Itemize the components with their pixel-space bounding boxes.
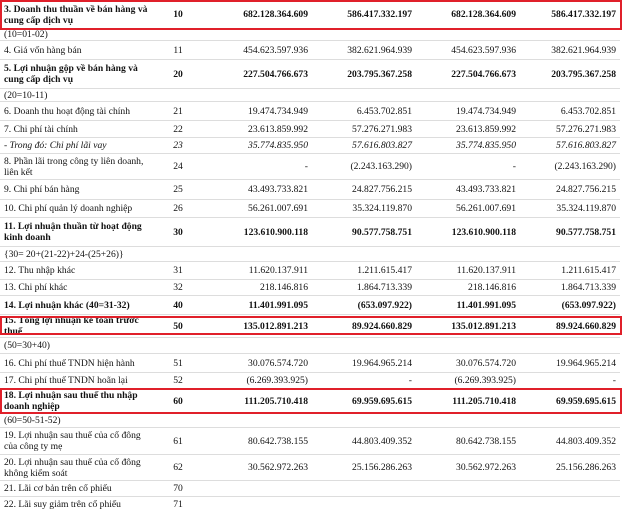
row-value-4 [520, 497, 620, 513]
row-value-3: - [416, 154, 520, 180]
row-value-4: 44.803.409.352 [520, 428, 620, 455]
row-value-4: 69.959.695.615 [520, 389, 620, 414]
row-value-4: - [520, 373, 620, 389]
row-value-1: 123.610.900.118 [196, 218, 312, 247]
row-code: 21 [160, 102, 196, 121]
row-item-label: 3. Doanh thu thuần về bán hàng và cung cấp dịch vụ [0, 1, 160, 29]
row-item-label: (50=30+40) [0, 338, 160, 354]
row-code [160, 89, 196, 102]
row-value-1: 218.146.816 [196, 280, 312, 296]
row-code: 62 [160, 455, 196, 481]
row-value-4: (653.097.922) [520, 296, 620, 315]
table-row [0, 180, 620, 200]
row-value-4: 586.417.332.197 [520, 1, 620, 29]
row-code: 61 [160, 428, 196, 455]
row-item-label: (60=50-51-52) [0, 414, 160, 428]
table-row [0, 315, 620, 338]
row-value-4: 1.211.615.417 [520, 262, 620, 280]
row-value-2 [312, 89, 416, 102]
row-item-label: 13. Chi phí khác [0, 280, 160, 296]
row-value-3: 454.623.597.936 [416, 41, 520, 60]
table-row [0, 428, 620, 455]
row-value-2: 1.864.713.339 [312, 280, 416, 296]
row-value-4: 89.924.660.829 [520, 315, 620, 338]
row-value-2 [312, 338, 416, 354]
row-value-1: 111.205.710.418 [196, 389, 312, 414]
row-item-label: 11. Lợi nhuận thuần từ hoạt động kinh doanh [0, 218, 160, 247]
table-row [0, 296, 620, 315]
row-value-4: 1.864.713.339 [520, 280, 620, 296]
row-value-4 [520, 481, 620, 497]
row-value-4: 19.964.965.214 [520, 354, 620, 373]
table-row [0, 121, 620, 138]
row-value-1 [196, 481, 312, 497]
row-item-label: - Trong đó: Chi phí lãi vay [0, 138, 160, 154]
row-code: 11 [160, 41, 196, 60]
row-value-2: 35.324.119.870 [312, 200, 416, 218]
row-item-label: 7. Chi phí tài chính [0, 121, 160, 138]
row-item-label: 22. Lãi suy giảm trên cổ phiếu [0, 497, 160, 513]
table-row [0, 200, 620, 218]
row-item-label: 16. Chi phí thuế TNDN hiện hành [0, 354, 160, 373]
row-value-1: 454.623.597.936 [196, 41, 312, 60]
row-code [160, 414, 196, 428]
row-value-3: 43.493.733.821 [416, 180, 520, 200]
row-value-3: 123.610.900.118 [416, 218, 520, 247]
row-value-3: 30.562.972.263 [416, 455, 520, 481]
row-value-2 [312, 481, 416, 497]
row-value-3: 227.504.766.673 [416, 60, 520, 89]
row-value-2: 24.827.756.215 [312, 180, 416, 200]
row-value-4: 57.616.803.827 [520, 138, 620, 154]
row-code: 50 [160, 315, 196, 338]
income-statement-body [0, 1, 620, 513]
row-value-4: 35.324.119.870 [520, 200, 620, 218]
row-value-3: 11.401.991.095 [416, 296, 520, 315]
row-item-label: 6. Doanh thu hoạt động tài chính [0, 102, 160, 121]
row-code: 32 [160, 280, 196, 296]
row-code [160, 247, 196, 262]
row-value-1: 35.774.835.950 [196, 138, 312, 154]
row-value-1: 135.012.891.213 [196, 315, 312, 338]
row-value-3 [416, 497, 520, 513]
row-item-label: (20=10-11) [0, 89, 160, 102]
row-value-1: 30.562.972.263 [196, 455, 312, 481]
row-value-2: 90.577.758.751 [312, 218, 416, 247]
row-value-4: 57.276.271.983 [520, 121, 620, 138]
row-code: 22 [160, 121, 196, 138]
row-value-2 [312, 247, 416, 262]
row-item-label: {30= 20+(21-22)+24-(25+26)} [0, 247, 160, 262]
row-value-1: 30.076.574.720 [196, 354, 312, 373]
row-code: 23 [160, 138, 196, 154]
table-row [0, 102, 620, 121]
row-value-3 [416, 247, 520, 262]
row-value-4: (2.243.163.290) [520, 154, 620, 180]
table-row [0, 455, 620, 481]
row-value-4 [520, 89, 620, 102]
row-value-2: 6.453.702.851 [312, 102, 416, 121]
row-value-2 [312, 497, 416, 513]
row-value-4: 90.577.758.751 [520, 218, 620, 247]
row-value-3: 19.474.734.949 [416, 102, 520, 121]
row-value-3: (6.269.393.925) [416, 373, 520, 389]
row-value-3: 35.774.835.950 [416, 138, 520, 154]
row-code: 26 [160, 200, 196, 218]
row-item-label: 20. Lợi nhuận sau thuế của cổ đông không kiểm soát [0, 455, 160, 481]
row-value-2: 586.417.332.197 [312, 1, 416, 29]
row-item-label: 14. Lợi nhuận khác (40=31-32) [0, 296, 160, 315]
row-value-2: 19.964.965.214 [312, 354, 416, 373]
row-value-2: 44.803.409.352 [312, 428, 416, 455]
table-row [0, 497, 620, 513]
row-code: 71 [160, 497, 196, 513]
row-value-2: 1.211.615.417 [312, 262, 416, 280]
row-value-1 [196, 414, 312, 428]
table-row [0, 89, 620, 102]
row-value-2: (653.097.922) [312, 296, 416, 315]
row-code: 10 [160, 1, 196, 29]
table-row [0, 41, 620, 60]
row-value-4 [520, 29, 620, 41]
row-item-label: 21. Lãi cơ bản trên cổ phiếu [0, 481, 160, 497]
row-value-1 [196, 89, 312, 102]
row-value-4 [520, 414, 620, 428]
row-value-2 [312, 29, 416, 41]
row-value-1: 11.620.137.911 [196, 262, 312, 280]
table-row [0, 247, 620, 262]
row-item-label: 10. Chi phí quản lý doanh nghiệp [0, 200, 160, 218]
row-code: 20 [160, 60, 196, 89]
row-item-label: 5. Lợi nhuận gộp về bán hàng và cung cấp dịch vụ [0, 60, 160, 89]
row-value-2: 57.276.271.983 [312, 121, 416, 138]
row-value-1 [196, 247, 312, 262]
row-value-1: 56.261.007.691 [196, 200, 312, 218]
row-value-1: 80.642.738.155 [196, 428, 312, 455]
table-row [0, 29, 620, 41]
table-row [0, 60, 620, 89]
row-value-1: (6.269.393.925) [196, 373, 312, 389]
row-value-3 [416, 481, 520, 497]
row-value-1 [196, 338, 312, 354]
row-value-4: 24.827.756.215 [520, 180, 620, 200]
row-code: 51 [160, 354, 196, 373]
row-value-3: 80.642.738.155 [416, 428, 520, 455]
row-code: 31 [160, 262, 196, 280]
row-code [160, 338, 196, 354]
table-row [0, 138, 620, 154]
row-value-3: 135.012.891.213 [416, 315, 520, 338]
row-item-label: (10=01-02) [0, 29, 160, 41]
table-row [0, 218, 620, 247]
row-value-2: 203.795.367.258 [312, 60, 416, 89]
row-item-label: 17. Chi phí thuế TNDN hoãn lại [0, 373, 160, 389]
table-row [0, 154, 620, 180]
row-value-3: 30.076.574.720 [416, 354, 520, 373]
row-code: 24 [160, 154, 196, 180]
table-row [0, 373, 620, 389]
row-value-2: 57.616.803.827 [312, 138, 416, 154]
row-item-label: 19. Lợi nhuận sau thuế của cổ đông của công ty mẹ [0, 428, 160, 455]
row-value-3 [416, 338, 520, 354]
table-row [0, 338, 620, 354]
table-row [0, 1, 620, 29]
table-row [0, 280, 620, 296]
row-value-1: 43.493.733.821 [196, 180, 312, 200]
table-row [0, 354, 620, 373]
row-value-1: - [196, 154, 312, 180]
row-value-1: 23.613.859.992 [196, 121, 312, 138]
row-item-label: 8. Phần lãi trong công ty liên doanh, liên kết [0, 154, 160, 180]
row-value-3 [416, 414, 520, 428]
row-value-2: 25.156.286.263 [312, 455, 416, 481]
row-value-2: 69.959.695.615 [312, 389, 416, 414]
row-value-4: 6.453.702.851 [520, 102, 620, 121]
row-value-3: 218.146.816 [416, 280, 520, 296]
row-code: 70 [160, 481, 196, 497]
table-row [0, 262, 620, 280]
row-value-4 [520, 247, 620, 262]
row-code: 40 [160, 296, 196, 315]
row-item-label: 15. Tổng lợi nhuận kế toán trước thuế [0, 315, 160, 338]
row-value-3: 682.128.364.609 [416, 1, 520, 29]
row-value-4 [520, 338, 620, 354]
row-value-2: 89.924.660.829 [312, 315, 416, 338]
row-value-2 [312, 414, 416, 428]
row-code: 25 [160, 180, 196, 200]
table-row [0, 389, 620, 414]
table-row [0, 414, 620, 428]
row-value-4: 203.795.367.258 [520, 60, 620, 89]
row-code: 60 [160, 389, 196, 414]
row-value-1: 11.401.991.095 [196, 296, 312, 315]
row-value-3: 56.261.007.691 [416, 200, 520, 218]
row-item-label: 18. Lợi nhuận sau thuế thu nhập doanh nghiệp [0, 389, 160, 414]
row-value-4: 25.156.286.263 [520, 455, 620, 481]
row-item-label: 9. Chi phí bán hàng [0, 180, 160, 200]
row-item-label: 4. Giá vốn hàng bán [0, 41, 160, 60]
row-value-3: 11.620.137.911 [416, 262, 520, 280]
row-code: 30 [160, 218, 196, 247]
row-value-1: 227.504.766.673 [196, 60, 312, 89]
row-value-1 [196, 29, 312, 41]
row-value-4: 382.621.964.939 [520, 41, 620, 60]
row-value-1: 19.474.734.949 [196, 102, 312, 121]
row-code [160, 29, 196, 41]
row-value-3 [416, 29, 520, 41]
row-value-3: 23.613.859.992 [416, 121, 520, 138]
table-row [0, 481, 620, 497]
row-value-3 [416, 89, 520, 102]
row-code: 52 [160, 373, 196, 389]
row-value-2: (2.243.163.290) [312, 154, 416, 180]
row-item-label: 12. Thu nhập khác [0, 262, 160, 280]
row-value-2: - [312, 373, 416, 389]
row-value-1: 682.128.364.609 [196, 1, 312, 29]
row-value-2: 382.621.964.939 [312, 41, 416, 60]
row-value-3: 111.205.710.418 [416, 389, 520, 414]
row-value-1 [196, 497, 312, 513]
